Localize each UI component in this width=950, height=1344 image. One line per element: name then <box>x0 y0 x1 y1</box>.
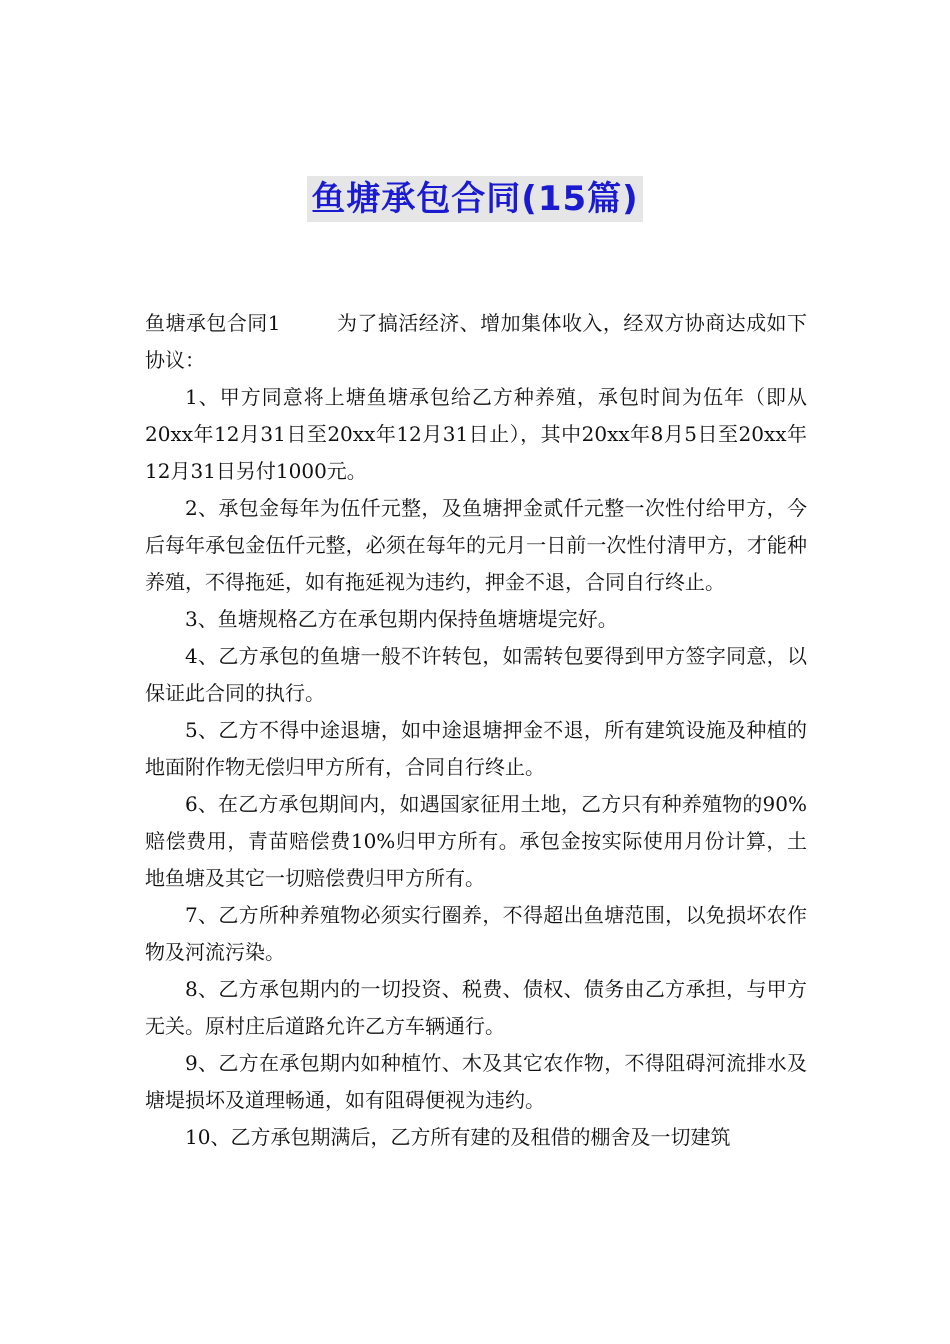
clause-10: 10、乙方承包期满后，乙方所有建的及租借的棚舍及一切建筑 <box>185 1125 731 1149</box>
clause-1: 1、甲方同意将上塘鱼塘承包给乙方种养殖，承包时间为伍年（即从20xx年12月31日至20xx年12月31日止），其中20xx年8月5日至20xx年12月31日另付1000元。 <box>145 385 807 483</box>
clause-9: 9、乙方在承包期内如种植竹、木及其它农作物，不得阻碍河流排水及塘堤损坏及道理畅通，如有阻碍便视为违约。 <box>145 1051 807 1112</box>
clause-4: 4、乙方承包的鱼塘一般不许转包，如需转包要得到甲方签字同意，以保证此合同的执行。 <box>145 644 807 705</box>
clause-3: 3、鱼塘规格乙方在承包期内保持鱼塘塘堤完好。 <box>185 607 618 631</box>
clause-6: 6、在乙方承包期间内，如遇国家征用土地，乙方只有种养殖物的90%赔偿费用，青苗赔偿费10%归甲方所有。承包金按实际使用月份计算，土地鱼塘及其它一切赔偿费归甲方所有。 <box>145 792 807 890</box>
clause-7: 7、乙方所种养殖物必须实行圈养，不得超出鱼塘范围，以免损坏农作物及河流污染。 <box>145 903 807 964</box>
intro-paragraph <box>145 305 807 379</box>
document-title: 鱼塘承包合同(15篇) <box>307 176 642 222</box>
title-container <box>0 176 950 222</box>
clause-2: 2、承包金每年为伍仟元整，及鱼塘押金贰仟元整一次性付给甲方，今后每年承包金伍仟元整，必须在每年的元月一日前一次性付清甲方，才能种养殖，不得拖延，如有拖延视为违约，押金不退，合同自行终止。 <box>145 496 807 594</box>
clause-8: 8、乙方承包期内的一切投资、税费、债权、债务由乙方承担，与甲方无关。原村庄后道路允许乙方车辆通行。 <box>145 977 807 1038</box>
intro-text: 为了搞活经济、增加集体收入，经双方协商达成如下协议： <box>145 311 808 372</box>
intro-label: 鱼塘承包合同1 <box>145 311 281 335</box>
clause-5: 5、乙方不得中途退塘，如中途退塘押金不退，所有建筑设施及种植的地面附作物无偿归甲方所有，合同自行终止。 <box>145 718 807 779</box>
document-body <box>145 305 807 1156</box>
